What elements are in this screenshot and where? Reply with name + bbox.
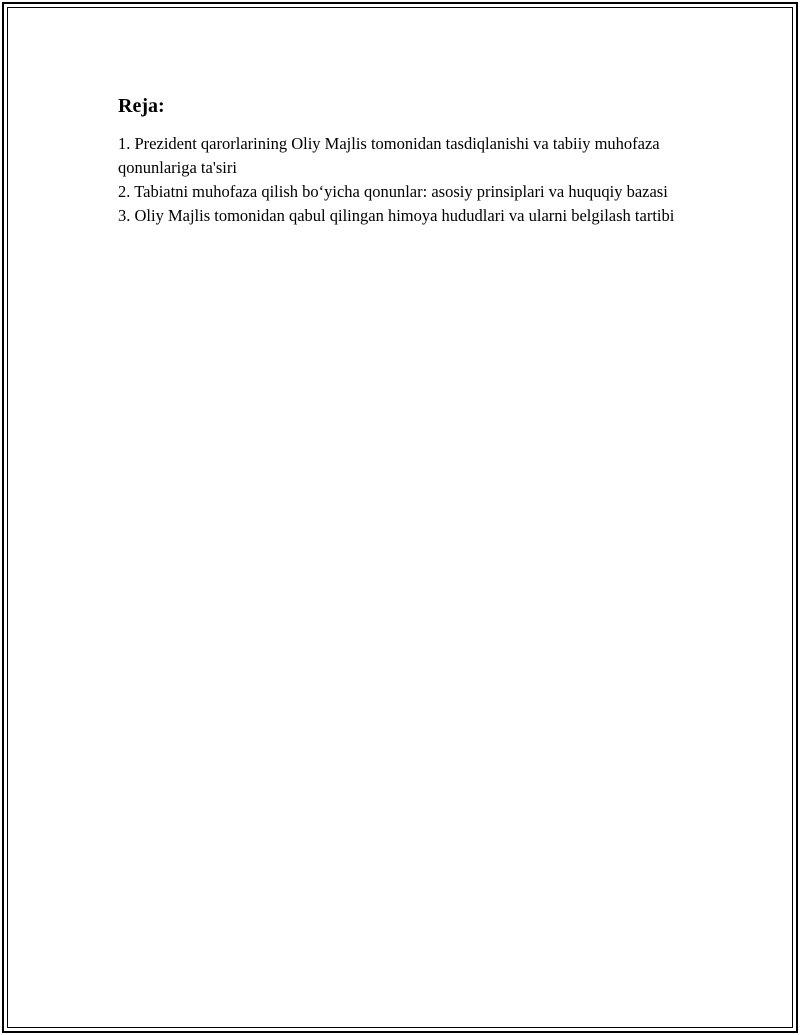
plan-list [118,132,688,228]
plan-heading: Reja: [118,95,165,117]
plan-item-3: 3. Oliy Majlis tomonidan qabul qilingan himoya hududlari va ularni belgilash tartibi [118,206,675,225]
document-content [118,92,688,228]
plan-item-2: 2. Tabiatni muhofaza qilish bo‘yicha qonunlar: asosiy prinsiplari va huquqiy bazasi [118,182,668,201]
plan-item-1: 1. Prezident qarorlarining Oliy Majlis tomonidan tasdiqlanishi va tabiiy muhofaza qonunlariga ta'siri [118,134,660,177]
